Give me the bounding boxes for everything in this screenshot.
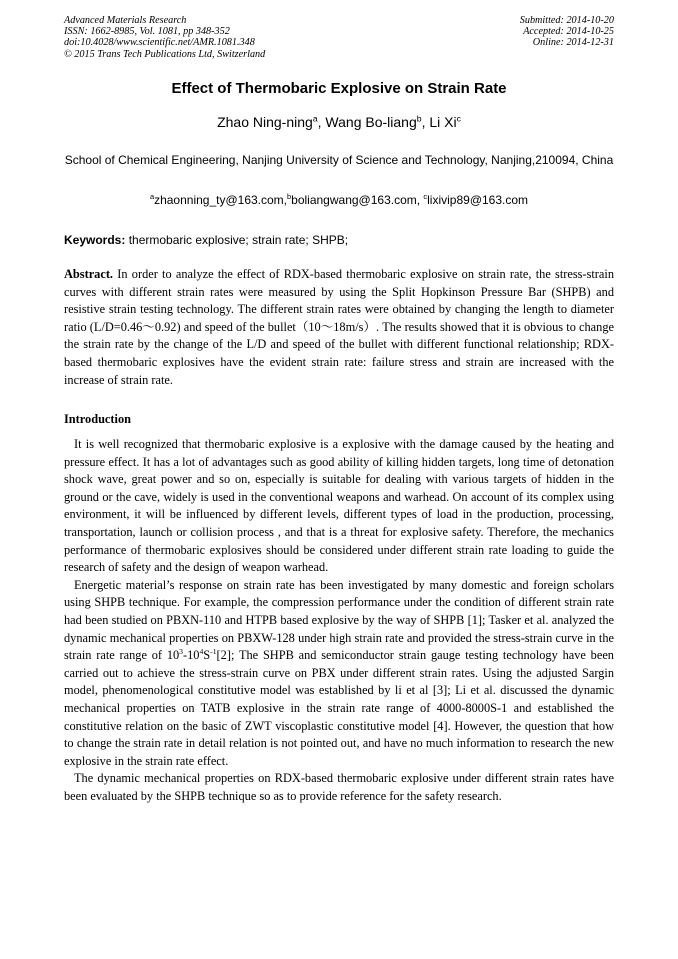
superscript: 3 (179, 647, 183, 657)
paragraph-text: Energetic material’s response on strain rate has been investigated by many domestic and foreign scholars using SHPB technique. For example, the compression performance under the condition of different strain rate had been studied on PBXN-110 and HTPB based explosive by the way of SHPB [1]; Tasker et al. analyzed the dynamic mechanical properties on PBXW-128 under high strain rate and provided the stress-strain curve in the strain rate range of 10 (64, 577, 614, 663)
paragraph-text: [2]; The SHPB and semiconductor strain gauge testing technology have been carried out to achieve the stress-strain curve on PBX under different strain rates. Using the adjusted Sargin model, phenomenological constitutive model was established by li et al [3]; Li et al. discussed the dynamic mechanical properties on TATB explosive in the strain rate range of 4000-8000S-1 and established the constitutive relation on the basic of ZWT viscoplastic constitutive model [4]. However, the question that how to change the strain rate in detail relation is not pointed out, and have no much information to research the new explosive in the strain rate effect. (64, 648, 614, 768)
author-name: Li Xi (429, 114, 457, 130)
author-separator: , (421, 114, 430, 130)
doi-line: doi:10.4028/www.scientific.net/AMR.1081.348 (64, 37, 255, 49)
author-affil-mark: c (456, 113, 461, 124)
email-link[interactable]: boliangwang@163.com, (291, 193, 424, 207)
keywords-label: Keywords: (64, 233, 126, 247)
email-link[interactable]: lixivip89@163.com (427, 193, 529, 207)
keywords-text: thermobaric explosive; strain rate; SHPB; (125, 233, 349, 247)
issn-line: ISSN: 1662-8985, Vol. 1081, pp 348-352 (64, 26, 230, 38)
submission-dates (520, 15, 614, 49)
abstract-label: Abstract. (64, 267, 114, 281)
abstract-text: In order to analyze the effect of RDX-based thermobaric explosive on strain rate, the stress-strain curves with different strain rates were measured by using the Split Hopkinson Pressure Bar (SHPB) and resistive strain testing technology. The different strain rates were obtained by changing the length to diameter ratio (L/D=0.46～0.92) and speed of the bullet（10～18m/s）. The results showed that it is obvious to change the strain rate by the change of the L/D and speed of the bullet with different functional relationship; RDX-based thermobaric explosives have the evident strain rate: failure stress and strain are increased with the increase of strain rate. (64, 267, 614, 387)
email-mark: a (149, 192, 155, 201)
paragraph (64, 577, 614, 771)
email-link[interactable]: zhaonning_ty@163.com, (154, 193, 288, 207)
superscript: 4 (199, 647, 204, 657)
email-mark: b (287, 192, 292, 201)
keywords (64, 233, 614, 247)
journal-info (64, 15, 265, 60)
paragraph-text: S (203, 648, 211, 663)
affiliation: School of Chemical Engineering, Nanjing University of Science and Technology, Nanjing,210094, China (64, 153, 614, 167)
submitted-date: Submitted: 2014-10-20 (519, 15, 614, 26)
paragraph: The dynamic mechanical properties on RDX-based thermobaric explosive under different strain rates have been evaluated by the SHPB technique so as to provide reference for the safety research. (64, 771, 614, 803)
author-affil-mark: a (312, 113, 318, 124)
paragraph-text: -10 (183, 648, 200, 663)
section-heading-introduction: Introduction (64, 412, 131, 426)
author-name: Zhao Ning-ning (217, 114, 313, 130)
accepted-date: Accepted: 2014-10-25 (523, 26, 614, 38)
author-list (0, 114, 678, 130)
journal-name: Advanced Materials Research (64, 15, 187, 26)
superscript: -1 (210, 647, 217, 657)
author-affil-mark: b (416, 113, 422, 124)
paper-title: Effect of Thermobaric Explosive on Strain Rate (171, 80, 507, 97)
paragraph: It is well recognized that thermobaric explosive is a explosive with the damage caused by the heating and pressure effect. It has a lot of advantages such as good ability of killing hidden targets, long time of detonation shock wave, great power and so on, especially is suitable for dealing with various targets of hidden in the ground or the cave, widely is used in the conventional weapons and warhead. On account of its complex using environment, it will be influenced by different levels, different types of load in the production, processing, transportation, launch or collision process , and that is a threat for explosive safety. Therefore, the mechanics performance of thermobaric explosives should be considered under different strain rate loading to guide the research of safety and the design of weapon warhead. (64, 437, 614, 575)
introduction-body (64, 436, 614, 805)
copyright-line: © 2015 Trans Tech Publications Ltd, Switzerland (64, 48, 266, 60)
email-mark: c (423, 192, 428, 201)
email-list (0, 193, 678, 207)
abstract (64, 266, 614, 389)
author-name: Wang Bo-liang (325, 114, 417, 130)
online-date: Online: 2014-12-31 (532, 37, 614, 49)
author-separator: , (317, 114, 326, 130)
